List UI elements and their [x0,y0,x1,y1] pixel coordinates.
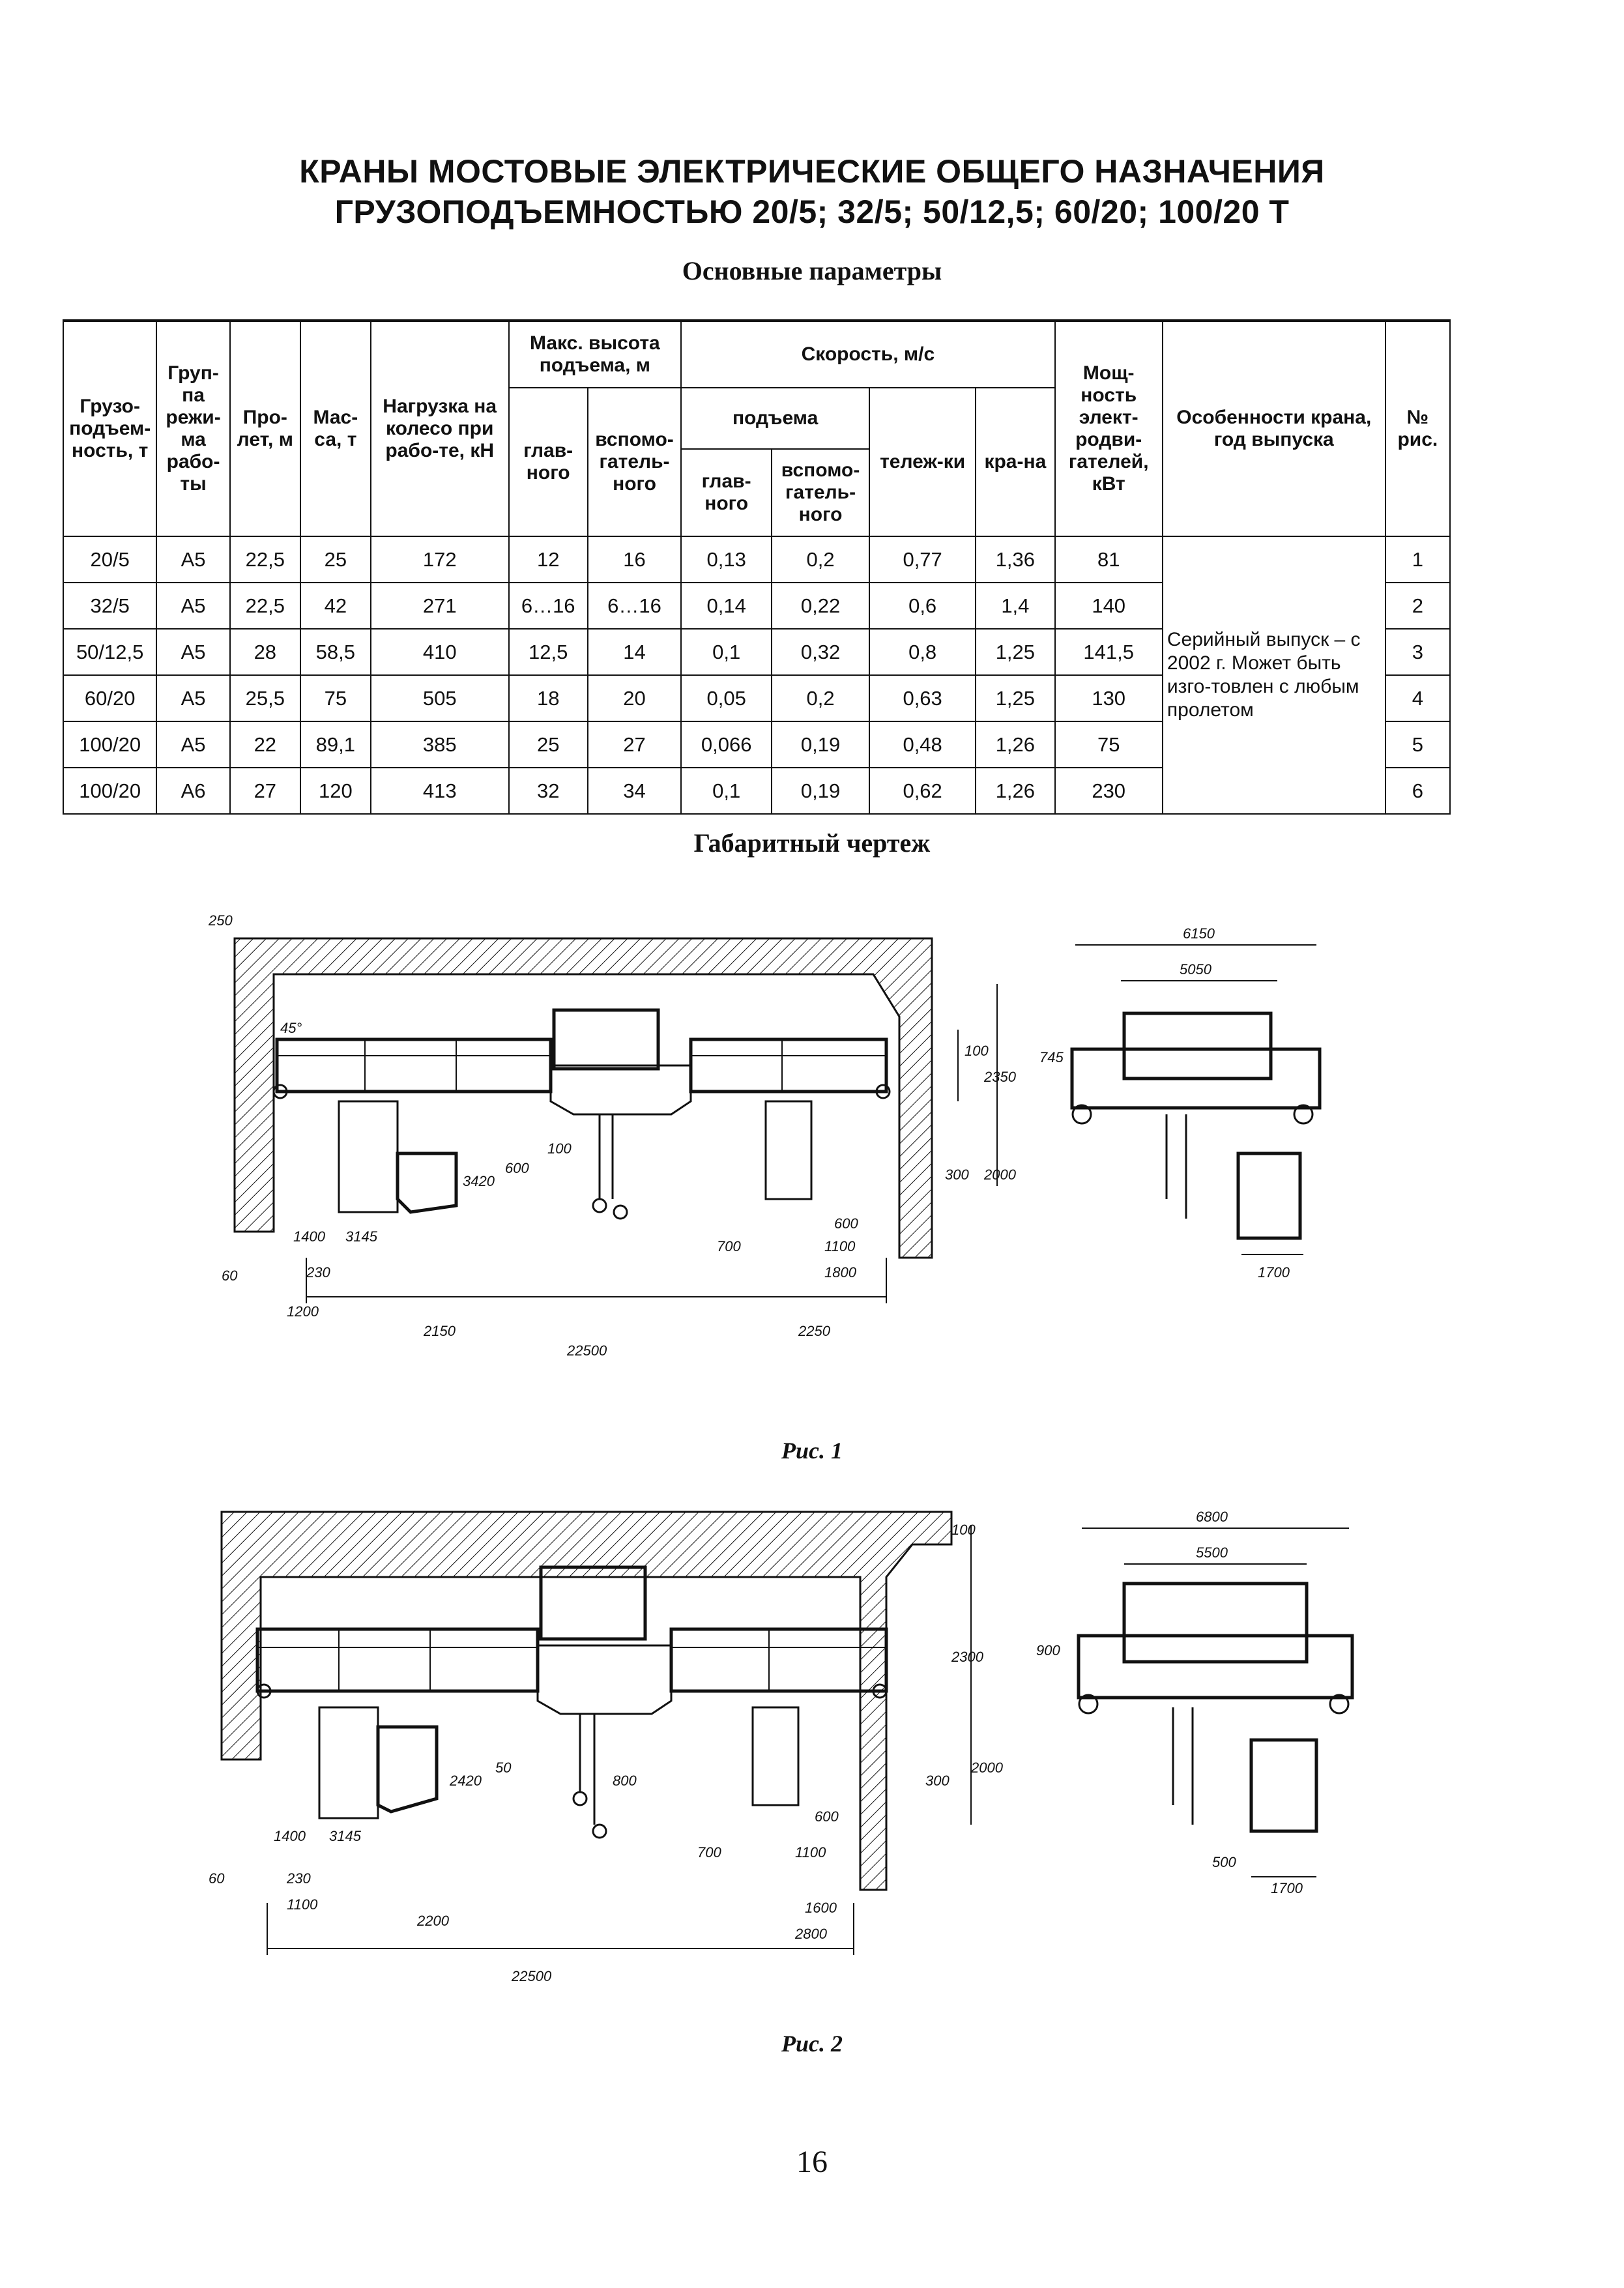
cell-wheel-load: 413 [371,768,509,814]
cell-lift-main: 32 [509,768,588,814]
fig2-dim-50: 50 [495,1759,512,1776]
cell-speed-trolley: 0,77 [869,536,976,583]
fig2-dim-6800: 6800 [1196,1509,1228,1525]
header-speed-lift-main: глав-ного [681,449,772,536]
fig1-dimension-lines [306,984,997,1303]
fig1-dim-700: 700 [717,1238,741,1254]
fig1-dim-745: 745 [1039,1049,1064,1065]
cell-lift-aux: 14 [588,629,681,675]
fig2-hooks [573,1714,606,1838]
cell-capacity: 50/12,5 [63,629,156,675]
cell-mass: 58,5 [300,629,371,675]
fig2-crane-bridge [257,1567,886,1714]
fig1-dim-6150: 6150 [1183,925,1215,942]
fig2-dim-60: 60 [209,1870,225,1887]
fig1-hooks [593,1114,627,1219]
cell-lift-main: 18 [509,675,588,721]
fig1-dim-230: 230 [306,1264,330,1281]
fig1-dim-600: 600 [834,1215,858,1232]
fig1-dim-600v: 600 [505,1160,529,1176]
figure-2-caption: Рис. 2 [781,2031,843,2057]
fig2-dim-22500: 22500 [512,1968,552,1984]
cell-power: 81 [1055,536,1163,583]
cell-capacity: 60/20 [63,675,156,721]
cell-fig-no: 5 [1385,721,1450,768]
fig2-dim-2300: 2300 [951,1649,983,1665]
cell-speed-trolley: 0,8 [869,629,976,675]
figure-2-drawing [169,1499,1408,1994]
cell-speed-lift-main: 0,14 [681,583,772,629]
cell-lift-main: 25 [509,721,588,768]
fig2-dim-2420: 2420 [450,1773,482,1789]
fig1-dim-100b: 100 [547,1140,572,1157]
cell-lift-aux: 27 [588,721,681,768]
header-lift-aux: вспомо-гатель-ного [588,388,681,536]
fig2-dim-1400: 1400 [274,1828,306,1844]
cell-mass: 120 [300,768,371,814]
fig2-dim-500: 500 [1212,1854,1236,1870]
header-lift-height: Макс. высота подъема, м [509,321,682,388]
cell-speed-crane: 1,4 [976,583,1054,629]
fig1-dim-45: 45° [280,1020,302,1036]
header-speed-crane: кра-на [976,388,1054,536]
cell-capacity: 20/5 [63,536,156,583]
fig1-dim-1400: 1400 [293,1228,325,1245]
header-span: Про-лет, м [230,321,300,536]
cell-mass: 42 [300,583,371,629]
cell-power: 75 [1055,721,1163,768]
fig2-dim-100: 100 [951,1522,976,1538]
cell-lift-aux: 20 [588,675,681,721]
fig1-dim-1200: 1200 [287,1303,319,1320]
cell-capacity: 100/20 [63,768,156,814]
cell-fig-no: 2 [1385,583,1450,629]
fig2-dim-5500: 5500 [1196,1544,1228,1561]
fig1-dim-60: 60 [222,1267,238,1284]
cell-lift-aux: 16 [588,536,681,583]
cell-span: 22,5 [230,536,300,583]
cell-wheel-load: 505 [371,675,509,721]
cell-mode-group: А6 [156,768,229,814]
cell-speed-lift-main: 0,066 [681,721,772,768]
header-fig-no: № рис. [1385,321,1450,536]
title-line-2: ГРУЗОПОДЪЕМНОСТЬЮ 20/5; 32/5; 50/12,5; 60/20; 100/20 Т [334,194,1290,230]
cell-mass: 75 [300,675,371,721]
header-wheel-load: Нагрузка на колесо при рабо-те, кН [371,321,509,536]
cell-mode-group: А5 [156,721,229,768]
cell-features-note: Серийный выпуск – с 2002 г. Может быть изго-товлен с любым пролетом [1163,536,1385,814]
fig1-dim-300: 300 [945,1166,969,1183]
header-mass: Мас-са, т [300,321,371,536]
cell-power: 141,5 [1055,629,1163,675]
fig2-dim-1700: 1700 [1271,1880,1303,1896]
fig1-dim-2000: 2000 [984,1166,1016,1183]
fig1-dim-22500: 22500 [567,1342,607,1359]
cell-span: 22 [230,721,300,768]
cell-speed-crane: 1,26 [976,721,1054,768]
fig1-dim-2250: 2250 [798,1323,830,1339]
cell-fig-no: 1 [1385,536,1450,583]
fig2-dim-700: 700 [697,1844,721,1861]
fig1-dim-250: 250 [209,912,233,929]
cell-lift-aux: 34 [588,768,681,814]
header-mode-group: Груп-па режи-ма рабо-ты [156,321,229,536]
cell-speed-lift-main: 0,13 [681,536,772,583]
cell-lift-main: 12,5 [509,629,588,675]
header-speed-lift: подъема [681,388,869,449]
cell-speed-lift-main: 0,05 [681,675,772,721]
header-speed: Скорость, м/с [681,321,1054,388]
cell-speed-crane: 1,36 [976,536,1054,583]
cell-speed-trolley: 0,6 [869,583,976,629]
cell-fig-no: 3 [1385,629,1450,675]
cell-speed-crane: 1,25 [976,675,1054,721]
fig2-dim-800: 800 [613,1773,637,1789]
cell-capacity: 100/20 [63,721,156,768]
cell-speed-trolley: 0,63 [869,675,976,721]
cell-speed-trolley: 0,48 [869,721,976,768]
cell-wheel-load: 271 [371,583,509,629]
fig2-dim-2200: 2200 [417,1913,449,1929]
fig1-dim-2150: 2150 [424,1323,456,1339]
cell-lift-aux: 6…16 [588,583,681,629]
cell-speed-lift-aux: 0,2 [772,675,869,721]
cell-span: 22,5 [230,583,300,629]
cell-mode-group: А5 [156,629,229,675]
fig2-cabin [319,1707,798,1818]
fig2-dim-1600: 1600 [805,1900,837,1916]
fig2-dim-230: 230 [287,1870,311,1887]
parameters-table [63,319,1451,815]
cell-power: 140 [1055,583,1163,629]
cell-fig-no: 4 [1385,675,1450,721]
page-number: 16 [796,2145,828,2179]
header-speed-lift-aux: вспомо-гатель-ного [772,449,869,536]
fig1-dim-100: 100 [964,1043,989,1059]
fig2-dim-1100b: 1100 [287,1896,318,1913]
cell-wheel-load: 385 [371,721,509,768]
header-power: Мощ-ность элект-родви-гателей, кВт [1055,321,1163,536]
fig2-dim-300: 300 [925,1773,950,1789]
fig1-dim-2350: 2350 [984,1069,1016,1085]
cell-fig-no: 6 [1385,768,1450,814]
cell-power: 130 [1055,675,1163,721]
cell-mode-group: А5 [156,536,229,583]
cell-speed-lift-main: 0,1 [681,768,772,814]
cell-lift-main: 12 [509,536,588,583]
parameters-table-body [63,536,1450,814]
cell-speed-trolley: 0,62 [869,768,976,814]
cell-speed-crane: 1,25 [976,629,1054,675]
cell-span: 28 [230,629,300,675]
cell-speed-lift-aux: 0,19 [772,721,869,768]
cell-speed-lift-aux: 0,22 [772,583,869,629]
cell-mode-group: А5 [156,583,229,629]
document-title [0,151,1624,232]
cell-power: 230 [1055,768,1163,814]
fig1-trolley [554,1010,658,1069]
table-row [63,536,1450,583]
header-capacity: Грузо-подъем-ность, т [63,321,156,536]
fig1-side-view [1072,945,1320,1254]
cell-wheel-load: 410 [371,629,509,675]
parameters-table-container [63,319,1451,815]
fig1-cabin [339,1101,811,1212]
header-features: Особенности крана, год выпуска [1163,321,1385,536]
fig1-dim-1800: 1800 [824,1264,856,1281]
figure-1-drawing [182,893,1421,1401]
fig2-side-view [1079,1528,1352,1877]
fig2-dim-600: 600 [815,1808,839,1825]
fig1-dim-5050: 5050 [1180,961,1211,977]
cell-wheel-load: 172 [371,536,509,583]
cell-mode-group: А5 [156,675,229,721]
cell-speed-lift-aux: 0,2 [772,536,869,583]
fig1-crane-bridge [274,1010,890,1114]
cell-mass: 89,1 [300,721,371,768]
cell-speed-lift-main: 0,1 [681,629,772,675]
cell-span: 27 [230,768,300,814]
cell-lift-main: 6…16 [509,583,588,629]
cell-mass: 25 [300,536,371,583]
params-heading: Основные параметры [682,256,942,285]
fig1-dim-3145: 3145 [345,1228,377,1245]
fig1-dim-3420: 3420 [463,1173,495,1189]
cell-speed-lift-aux: 0,19 [772,768,869,814]
fig2-dim-1100: 1100 [795,1844,826,1861]
cell-span: 25,5 [230,675,300,721]
fig2-dim-900: 900 [1036,1642,1060,1658]
drawing-heading: Габаритный чертеж [693,828,931,858]
fig2-dim-2800: 2800 [795,1926,827,1942]
header-lift-main: глав-ного [509,388,588,536]
figure-1-caption: Рис. 1 [781,1438,843,1464]
cell-speed-crane: 1,26 [976,768,1054,814]
fig2-dim-3145: 3145 [329,1828,361,1844]
header-speed-trolley: тележ-ки [869,388,976,536]
title-line-1: КРАНЫ МОСТОВЫЕ ЭЛЕКТРИЧЕСКИЕ ОБЩЕГО НАЗНАЧЕНИЯ [299,153,1325,190]
fig1-dim-1700: 1700 [1258,1264,1290,1281]
cell-speed-lift-aux: 0,32 [772,629,869,675]
fig1-dim-1100: 1100 [824,1238,856,1254]
fig2-dim-2000: 2000 [971,1759,1003,1776]
cell-capacity: 32/5 [63,583,156,629]
